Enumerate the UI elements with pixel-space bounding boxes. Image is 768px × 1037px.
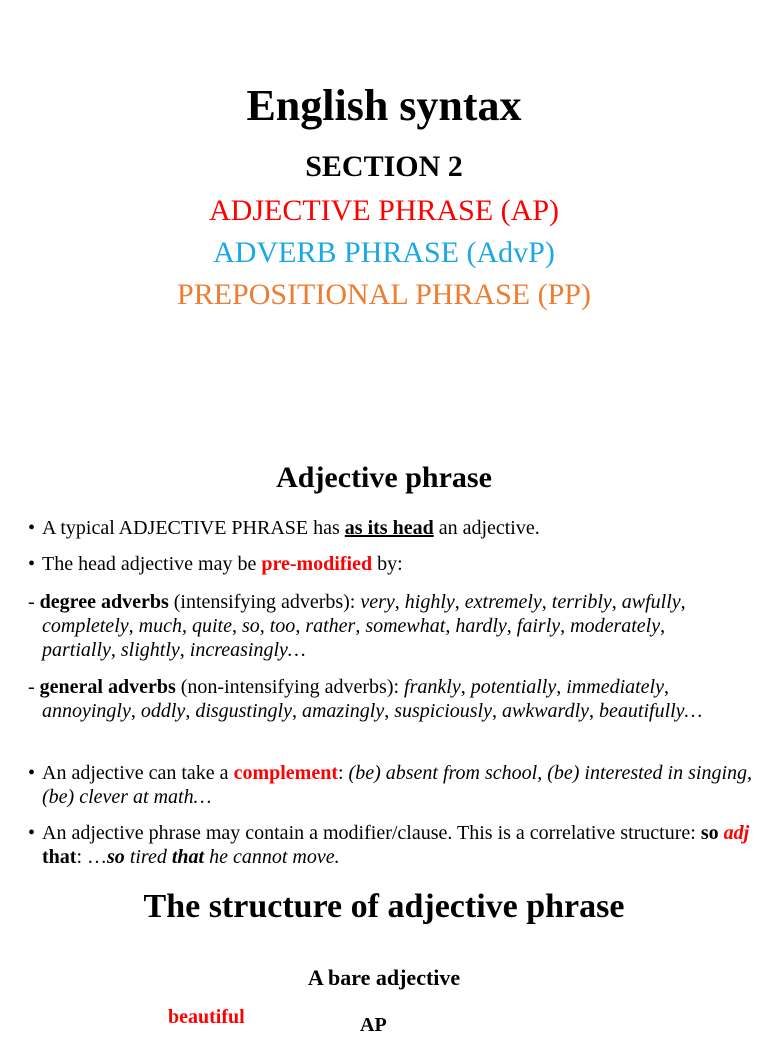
bullet-dot-icon: • bbox=[28, 553, 36, 575]
degree-adverb-example: increasingly… bbox=[189, 639, 306, 661]
general-adverbs-note: (non-intensifying adverbs): bbox=[175, 676, 405, 698]
general-adverb-example: awkwardly bbox=[501, 700, 590, 722]
degree-adverb-example: moderately bbox=[570, 615, 661, 637]
degree-adverbs-note: (intensifying adverbs): bbox=[168, 591, 361, 613]
that-keyword: that bbox=[42, 846, 77, 868]
example-end: he cannot move. bbox=[204, 846, 340, 868]
degree-adverb-example: much bbox=[138, 615, 182, 637]
general-adverb-example: frankly bbox=[404, 676, 461, 698]
bullet-correlative bbox=[28, 821, 758, 869]
degree-adverb-example: too bbox=[269, 615, 296, 637]
general-adverb-example: amazingly bbox=[301, 700, 385, 722]
bullet-dot-icon: • bbox=[28, 822, 36, 844]
bullet-complement bbox=[28, 761, 758, 809]
as-its-head-emphasis: as its head bbox=[344, 517, 434, 539]
adjective-phrase-heading: Adjective phrase bbox=[276, 461, 492, 494]
dash-degree-adverbs: - degree adverbs (intensifying adverbs): very, highly, extremely, terribly, awfully, completely, much, quite, so, too, rather, somewhat, hardly, fairly, moderately, partially, slightly, increasingly… bbox=[28, 591, 686, 661]
degree-adverb-example: somewhat bbox=[365, 615, 446, 637]
degree-adverb-example: quite bbox=[191, 615, 232, 637]
bullet-pre-modified bbox=[28, 552, 758, 576]
adj-keyword: adj bbox=[723, 822, 750, 844]
topic-adjective-phrase: ADJECTIVE PHRASE (AP) bbox=[208, 194, 559, 227]
bullet-text: An adjective phrase may contain a modifier/clause. This is a correlative structure: bbox=[42, 822, 701, 844]
degree-adverb-example: rather bbox=[305, 615, 356, 637]
example-that: that bbox=[171, 846, 205, 868]
degree-adverb-example: highly bbox=[404, 591, 455, 613]
general-adverb-example: beautifully… bbox=[599, 700, 703, 722]
dash-general-adverbs: - general adverbs (non-intensifying adverbs): frankly, potentially, immediately, annoyingly, oddly, disgustingly, amazingly, suspiciously, awkwardly, beautifully… bbox=[28, 676, 703, 722]
complement-examples: (be) absent from school, (be) interested in singing, (be) clever at math… bbox=[42, 762, 752, 808]
bullet-dot-icon: • bbox=[28, 762, 36, 784]
slide-title: English syntax bbox=[246, 81, 522, 130]
example-intro: : … bbox=[76, 846, 108, 868]
general-adverbs-label: general adverbs bbox=[39, 676, 176, 698]
degree-adverbs-list: very, highly, extremely, terribly, awfully, completely, much, quite, so, too, rather, somewhat, hardly, fairly, moderately, partially, slightly, increasingly… bbox=[42, 591, 686, 661]
degree-adverb-example: very bbox=[360, 591, 395, 613]
degree-adverb-example: fairly bbox=[516, 615, 561, 637]
bullet-text: The head adjective may be bbox=[42, 553, 262, 575]
degree-adverbs-label: degree adverbs bbox=[39, 591, 169, 613]
bullet-dot-icon: • bbox=[28, 517, 36, 539]
degree-adverb-example: slightly bbox=[120, 639, 180, 661]
section-label: SECTION 2 bbox=[305, 150, 463, 183]
general-adverb-example: immediately bbox=[566, 676, 664, 698]
example-word-beautiful: beautiful bbox=[168, 1006, 245, 1028]
bullet-typical-ap bbox=[28, 516, 758, 540]
general-adverb-example: potentially bbox=[470, 676, 557, 698]
example-middle: tired bbox=[124, 846, 172, 868]
degree-adverb-example: awfully bbox=[621, 591, 681, 613]
complement-emphasis: complement bbox=[233, 762, 338, 784]
general-adverb-example: disgustingly bbox=[195, 700, 292, 722]
degree-adverb-example: so bbox=[241, 615, 260, 637]
bullet-text: An adjective can take a bbox=[42, 762, 234, 784]
bullet-colon: : bbox=[337, 762, 349, 784]
bullet-text: A typical ADJECTIVE PHRASE has bbox=[42, 517, 345, 539]
example-so: so bbox=[107, 846, 125, 868]
structure-heading: The structure of adjective phrase bbox=[143, 888, 625, 925]
topic-adverb-phrase: ADVERB PHRASE (AdvP) bbox=[213, 236, 555, 269]
bare-adjective-subheading: A bare adjective bbox=[307, 965, 461, 990]
degree-adverb-example: completely bbox=[42, 615, 129, 637]
degree-adverb-example: hardly bbox=[455, 615, 507, 637]
general-adverb-example: oddly bbox=[140, 700, 186, 722]
topic-prepositional-phrase: PREPOSITIONAL PHRASE (PP) bbox=[177, 278, 591, 311]
general-adverb-example: annoyingly bbox=[42, 700, 131, 722]
general-adverb-example: suspiciously bbox=[394, 700, 492, 722]
bullet-text-end: an adjective. bbox=[433, 517, 540, 539]
ap-node-label: AP bbox=[360, 1014, 387, 1036]
degree-adverb-example: terribly bbox=[551, 591, 612, 613]
so-keyword: so bbox=[700, 822, 719, 844]
pre-modified-emphasis: pre-modified bbox=[261, 553, 373, 575]
general-adverbs-list: frankly, potentially, immediately, annoyingly, oddly, disgustingly, amazingly, suspiciously, awkwardly, beautifully… bbox=[42, 676, 703, 722]
degree-adverb-example: extremely bbox=[464, 591, 542, 613]
bullet-text-end: by: bbox=[372, 553, 403, 575]
degree-adverb-example: partially bbox=[42, 639, 111, 661]
